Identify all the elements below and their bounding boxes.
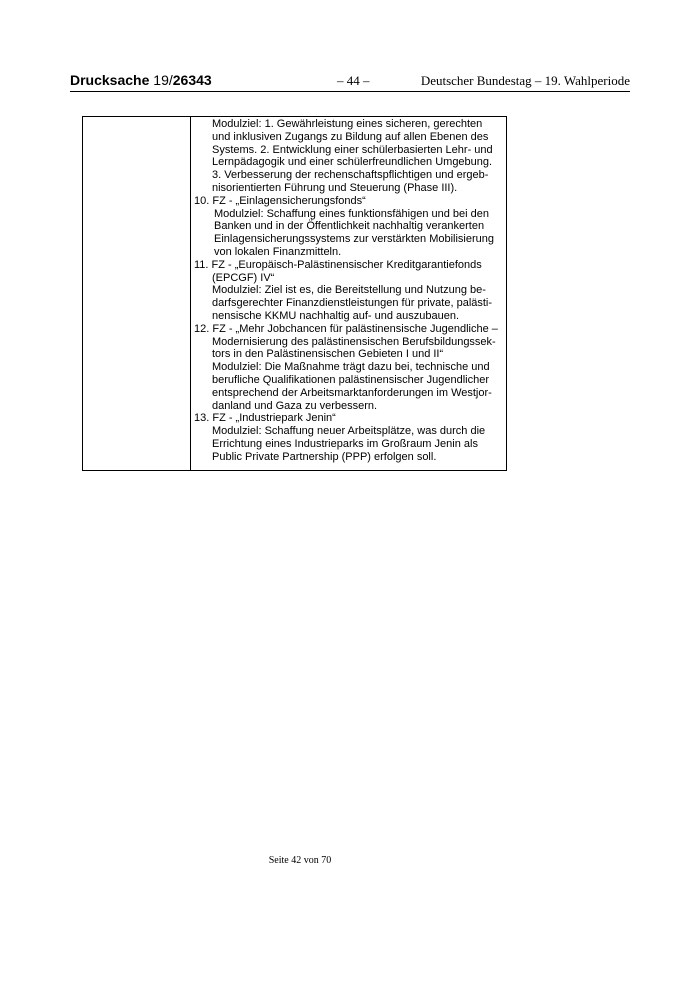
text-line: danland und Gaza zu verbessern. bbox=[212, 399, 378, 412]
text-line: von lokalen Finanzmitteln. bbox=[214, 245, 342, 258]
header-rule bbox=[70, 91, 630, 92]
text-line: 10. FZ - „Einlagensicherungsfonds“ bbox=[194, 194, 366, 207]
text-line: (EPCGF) IV“ bbox=[212, 271, 275, 284]
text-line: Lernpädagogik und einer schülerfreundlichen Umgebung. bbox=[212, 156, 493, 169]
text-line: 12. FZ - „Mehr Jobchancen für palästinensische Jugendliche – bbox=[194, 322, 498, 335]
doc-number-prefix: 19/ bbox=[153, 72, 173, 88]
doc-number: 26343 bbox=[172, 72, 212, 88]
text-line: Modulziel: Die Maßnahme trägt dazu bei, technische und bbox=[212, 361, 490, 374]
text-line: Modulziel: 1. Gewährleistung eines sicheren, gerechten bbox=[212, 118, 483, 130]
page-marker: – 44 – bbox=[337, 73, 370, 88]
text-line: Modulziel: Ziel ist es, die Bereitstellung und Nutzung be- bbox=[212, 284, 486, 297]
text-line: Modernisierung des palästinensischen Berufsbildungssek- bbox=[212, 335, 496, 348]
document-reference bbox=[70, 72, 212, 88]
doc-label: Drucksache bbox=[70, 72, 150, 88]
text-line: tors in den Palästinensischen Gebieten I und II“ bbox=[212, 348, 444, 361]
text-line: Modulziel: Schaffung eines funktionsfähigen und bei den bbox=[214, 207, 489, 220]
text-line: Systems. 2. Entwicklung einer schülerbasierten Lehr- und bbox=[212, 143, 493, 156]
text-line: Public Private Partnership (PPP) erfolgen soll. bbox=[212, 450, 437, 463]
text-line: Errichtung eines Industrieparks im Großraum Jenin als bbox=[212, 437, 478, 450]
text-line: 11. FZ - „Europäisch-Palästinensischer Kreditgarantiefonds bbox=[194, 258, 482, 271]
text-line: und inklusiven Zugangs zu Bildung auf allen Ebenen des bbox=[212, 130, 489, 143]
page-footer: Seite 42 von 70 bbox=[268, 855, 332, 866]
text-line: berufliche Qualifikationen palästinensischer Jugendlicher bbox=[212, 373, 489, 386]
text-line: entsprechend der Arbeitsmarktanforderungen im Westjor- bbox=[212, 386, 492, 399]
table-cell-content bbox=[190, 118, 502, 464]
text-line: 13. FZ - „Industriepark Jenin“ bbox=[194, 412, 336, 425]
text-line: 3. Verbesserung der rechenschaftspflichtigen und ergeb- bbox=[212, 169, 489, 182]
institution-label: Deutscher Bundestag – 19. Wahlperiode bbox=[420, 73, 630, 88]
text-line: Modulziel: Schaffung neuer Arbeitsplätze, was durch die bbox=[212, 425, 486, 438]
text-line: Banken und in der Öffentlichkeit nachhaltig verankerten bbox=[214, 220, 485, 233]
page-header bbox=[70, 70, 630, 90]
text-line: nensische KKMU nachhaltig auf- und auszubauen. bbox=[212, 309, 460, 322]
text-line: Einlagensicherungssystems zur verstärkten Mobilisierung bbox=[214, 233, 495, 246]
text-line: nisorientierten Führung und Steuerung (Phase III). bbox=[212, 181, 458, 194]
text-line: darfsgerechter Finanzdienstleistungen für private, palästi- bbox=[212, 297, 493, 310]
